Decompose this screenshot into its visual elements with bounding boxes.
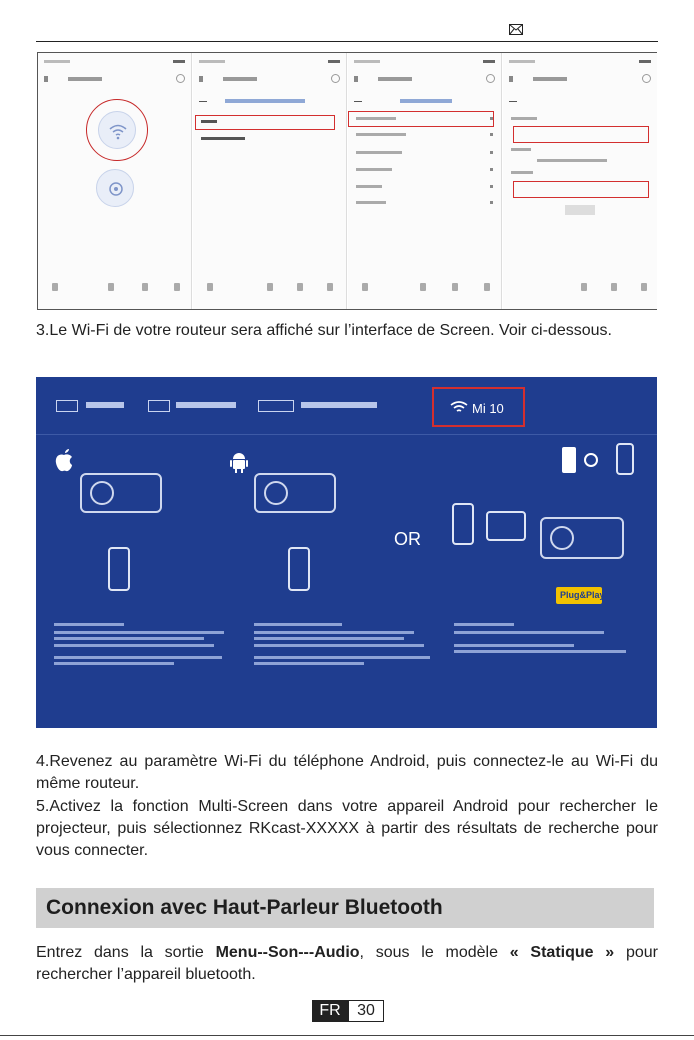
step-4-text: 4.Revenez au paramètre Wi-Fi du téléphone Android, puis connectez-le au Wi-Fi du même routeur. — [36, 753, 658, 792]
phone-screen-2 — [193, 53, 347, 309]
screen-interface-figure — [36, 377, 657, 728]
settings-gear-icon — [96, 169, 134, 207]
screen-status-bar — [36, 377, 657, 435]
header-rule — [36, 41, 658, 42]
phone-illustration — [452, 503, 474, 545]
phone-illustration — [108, 547, 130, 591]
connector-illustration — [584, 453, 598, 467]
phone-screen-3 — [348, 53, 502, 309]
wifi-name: Mi 10 — [472, 401, 504, 416]
apple-icon — [54, 449, 74, 473]
bluetooth-instruction-text — [36, 942, 658, 986]
section-title: Connexion avec Haut-Parleur Bluetooth — [46, 896, 443, 919]
adapter-illustration — [562, 447, 576, 473]
menu-path: Menu--Son---Audio — [215, 944, 360, 961]
instruction-middle: , sous le modèle — [359, 944, 510, 961]
wifi-name-highlight — [432, 387, 525, 427]
projector-illustration — [254, 473, 336, 513]
footer-rule — [0, 1035, 694, 1036]
phone-illustration — [616, 443, 634, 475]
instruction-prefix: Entrez dans la sortie — [36, 944, 216, 961]
phone-screen-1 — [38, 53, 192, 309]
step-3-text: 3.Le Wi-Fi de votre routeur sera affiché sur l’interface de Screen. Voir ci-dessous. — [36, 322, 612, 339]
model-name: « Statique » — [509, 944, 615, 961]
tablet-illustration — [486, 511, 526, 541]
android-icon — [229, 451, 249, 473]
step-5-text: 5.Activez la fonction Multi-Screen dans votre appareil Android pour rechercher le projecteur, puis sélectionnez RKcast-XXXXX à partir des résultats de recherche pour vous connecter. — [36, 798, 658, 859]
phone-screenshots-figure — [37, 52, 657, 310]
phone-illustration — [288, 547, 310, 591]
plug-and-play-badge — [556, 587, 605, 604]
envelope-icon — [509, 24, 523, 35]
projector-illustration — [80, 473, 162, 513]
section-header — [36, 888, 654, 928]
wifi-icon — [98, 111, 136, 149]
page-number — [312, 1000, 384, 1022]
password-field-highlight — [513, 181, 649, 198]
wifi-icon — [450, 400, 468, 414]
phone-screen-4 — [503, 53, 657, 309]
plug-and-play-label: Plug&Play — [560, 590, 605, 600]
or-label: OR — [394, 529, 421, 549]
language-tag: FR — [312, 1000, 348, 1022]
network-name-field-highlight — [513, 126, 649, 143]
page-number-value: 30 — [348, 1000, 384, 1022]
projector-illustration — [540, 517, 624, 559]
instruction-suffix: pour rechercher l’appareil bluetooth. — [36, 944, 659, 983]
